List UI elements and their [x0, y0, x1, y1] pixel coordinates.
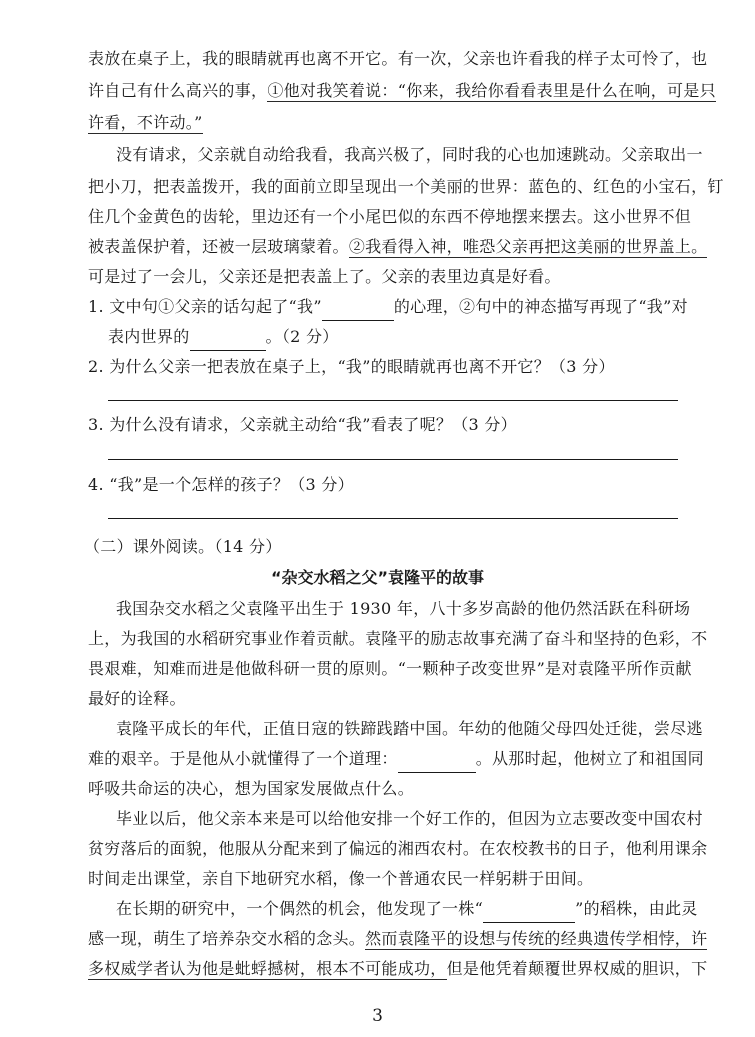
question-4: [88, 474, 688, 496]
text: 可是过了一会儿，父亲还是把表盖上了。父亲的表里边真是好看。: [88, 267, 561, 286]
text: 贫穷落后的面貌，他服从分配来到了偏远的湘西农村。在农校教书的日子，他利用课余: [88, 839, 708, 858]
passage1-line: [88, 112, 688, 134]
text: 呼吸共命运的决心，想为国家发展做点什么。: [88, 779, 415, 798]
passage2-line: [88, 868, 688, 890]
underlined-sentence-3: 然而袁隆平的设想与传统的经典遗传学相悖，许: [365, 929, 708, 948]
text: 最好的诠释。: [88, 689, 186, 708]
text: 。从那时起，他树立了和祖国同: [475, 749, 704, 768]
passage2-line: [88, 628, 708, 650]
passage2-line: [88, 748, 704, 773]
text: 我国杂交水稻之父袁隆平出生于 1930 年，八十多岁高龄的他仍然活跃在科研场: [116, 599, 691, 618]
underlined-sentence-1-cont: 许看，不许动。”: [88, 113, 203, 132]
text: 许自己有什么高兴的事，: [88, 81, 268, 100]
passage1-line: [88, 266, 688, 288]
answer-blank[interactable]: [322, 298, 394, 321]
passage2-line: [116, 718, 703, 740]
passage1-line: [88, 176, 724, 198]
text: 上，为我国的水稻研究事业作着贡献。袁隆平的励志故事充满了奋斗和坚持的色彩，不: [88, 629, 708, 648]
text: ”的稻株，由此灵: [575, 899, 698, 918]
question-1-cont: [108, 326, 708, 351]
passage2-line: [116, 808, 703, 830]
text: 住几个金黄色的齿轮，里边还有一个小尾巴似的东西不停地摆来摆去。这小世界不但: [88, 207, 692, 226]
answer-blank[interactable]: [398, 750, 476, 773]
question-1: [88, 296, 688, 321]
text: 难的艰辛。于是他从小就懂得了一个道理：: [88, 749, 398, 768]
question-2: [88, 356, 688, 378]
answer-line[interactable]: [108, 459, 678, 460]
answer-blank[interactable]: [190, 328, 266, 351]
answer-blank[interactable]: [483, 900, 575, 923]
text: 4. “我”是一个怎样的孩子？（3 分）: [88, 475, 354, 494]
text: 在长期的研究中，一个偶然的机会，他发现了一株“: [116, 899, 484, 918]
text: 。（2 分）: [265, 327, 339, 346]
text: 被表盖保护着，还被一层玻璃蒙着。: [88, 237, 349, 256]
text: 感一现，萌生了培养杂交水稻的念头。: [88, 929, 366, 948]
page-number: 3: [372, 1006, 383, 1026]
section-heading: （二）课外阅读。（14 分）: [84, 537, 282, 556]
passage2-line: [88, 778, 688, 800]
text: 时间走出课堂，亲自下地研究水稻，像一个普通农民一样躬耕于田间。: [88, 869, 594, 888]
underlined-sentence-1: ①他对我笑着说：“你来，我给你看看表里是什么在响，可是只: [267, 81, 716, 100]
text: 2. 为什么父亲一把表放在桌子上，“我”的眼睛就再也离不开它？（3 分）: [88, 357, 615, 376]
passage2-line: [88, 838, 708, 860]
underlined-sentence-2: ②我看得入神，唯恐父亲再把这美丽的世界盖上。: [348, 237, 708, 256]
passage1-line: [116, 144, 703, 166]
text: 袁隆平成长的年代，正值日寇的铁蹄践踏中国。年幼的他随父母四处迁徙，尝尽逃: [116, 719, 703, 738]
passage1-line: [88, 80, 716, 102]
passage2-line: [116, 598, 691, 620]
text: 表放在桌子上，我的眼睛就再也离不开它。有一次，父亲也许看我的样子太可怜了，也: [88, 49, 708, 68]
answer-line[interactable]: [108, 400, 678, 401]
text: 但是他凭着颠覆世界权威的胆识，下: [446, 959, 708, 978]
passage1-line: [88, 48, 708, 70]
text: 3. 为什么没有请求，父亲就主动给“我”看表了呢？（3 分）: [88, 415, 517, 434]
text: 表内世界的: [108, 327, 190, 346]
text: 没有请求，父亲就自动给我看，我高兴极了，同时我的心也加速跳动。父亲取出一: [116, 145, 703, 164]
passage1-line: [88, 206, 692, 228]
passage1-line: [88, 236, 708, 258]
text: 毕业以后，他父亲本来是可以给他安排一个好工作的，但因为立志要改变中国农村: [116, 809, 703, 828]
passage2-line: [88, 658, 692, 680]
passage2-line: [88, 928, 708, 950]
text: 1. 文中句①父亲的话勾起了“我”: [88, 297, 322, 316]
text: 的心理，②句中的神态描写再现了“我”对: [393, 297, 688, 316]
article-title: “杂交水稻之父”袁隆平的故事: [270, 568, 485, 587]
passage2-line: [116, 898, 698, 923]
underlined-sentence-3-cont: 多权威学者认为他是蚍蜉撼树，根本不可能成功，: [88, 959, 447, 978]
answer-line[interactable]: [108, 518, 678, 519]
passage2-line: [88, 958, 708, 980]
text: 把小刀，把表盖拨开，我的面前立即呈现出一个美丽的世界：蓝色的、红色的小宝石，钉: [88, 177, 724, 196]
text: 畏艰难，知难而进是他做科研一贯的原则。“一颗种子改变世界”是对袁隆平所作贡献: [88, 659, 692, 678]
question-3: [88, 414, 688, 436]
passage2-line: [88, 688, 688, 710]
